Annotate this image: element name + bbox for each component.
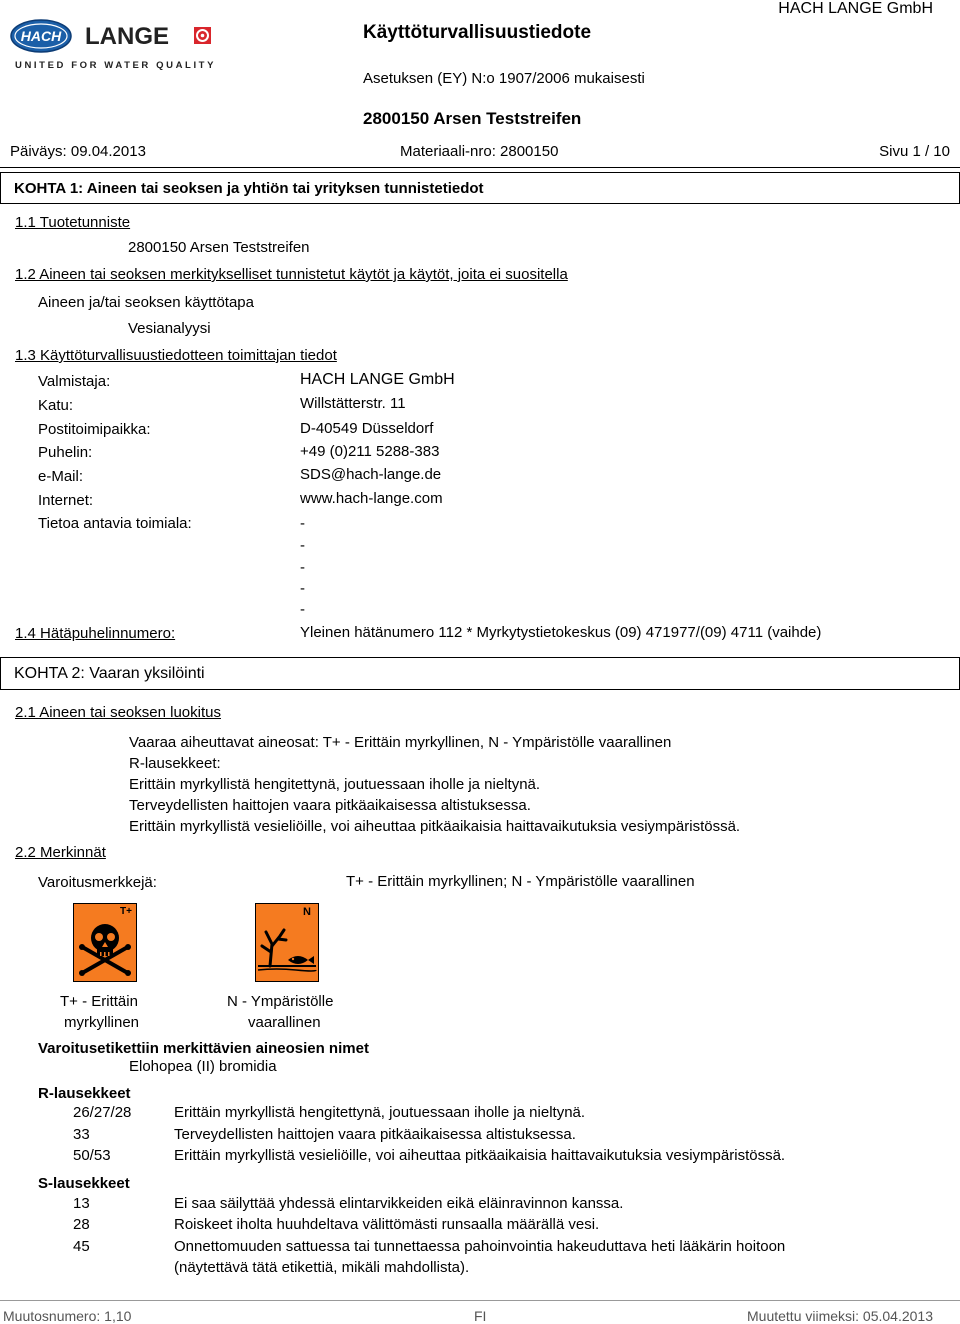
- section1-heading: KOHTA 1: Aineen tai seoksen ja yhtiön tai yrityksen tunnistetiedot: [14, 180, 484, 197]
- s-phrase-text-cont: (näytettävä tätä etikettiä, mikäli mahdollista).: [174, 1259, 470, 1276]
- skull-crossbones-icon: [74, 904, 136, 981]
- section2-heading-box: [0, 657, 960, 690]
- s21-line: Erittäin myrkyllistä hengitettynä, joutuessaan iholle ja nieltynä.: [129, 776, 541, 793]
- s-phrase-code: 13: [73, 1195, 90, 1212]
- info-value: -: [300, 580, 305, 597]
- r-phrase-text: Erittäin myrkyllistä vesieliöille, voi aiheuttaa pitkäaikaisia haittavaikutuksia vesiympäristössä.: [174, 1147, 786, 1164]
- s-phrase-text: Onnettomuuden sattuessa tai tunnettaessa pahoinvointia hakeuduttava heti lääkärin hoitoon: [174, 1238, 786, 1255]
- hazard-caption: vaarallinen: [248, 1014, 321, 1031]
- page-number: Sivu 1 / 10: [879, 143, 950, 160]
- section1-heading-box: [0, 172, 960, 204]
- info-value: -: [300, 601, 305, 618]
- hazard-symbol-environment: [255, 903, 319, 982]
- supplier-email[interactable]: SDS@hach-lange.de: [300, 466, 442, 483]
- r-phrase-code: 26/27/28: [73, 1104, 132, 1121]
- footer-modified: Muutettu viimeksi: 05.04.2013: [747, 1308, 933, 1324]
- s21-line: R-lausekkeet:: [129, 755, 221, 772]
- dead-tree-fish-icon: [256, 904, 318, 981]
- supplier-label: Internet:: [38, 492, 94, 509]
- supplier-website[interactable]: www.hach-lange.com: [300, 490, 443, 507]
- s14-value: Yleinen hätänumero 112 * Myrkytystietokeskus (09) 471977/(09) 4711 (vaihde): [300, 624, 822, 641]
- label-names-title: Varoitusetikettiin merkittävien aineosien nimet: [38, 1040, 369, 1057]
- s21-line: Erittäin myrkyllistä vesieliöille, voi aiheuttaa pitkäaikaisia haittavaikutuksia vesiympäristössä.: [129, 818, 741, 835]
- supplier-value: HACH LANGE GmbH: [300, 371, 455, 388]
- info-label: Tietoa antavia toimiala:: [38, 515, 192, 532]
- logo-hach-text: HACH: [20, 28, 62, 44]
- s-phrase-text: Ei saa säilyttää yhdessä elintarvikkeiden eikä eläinravinnon kanssa.: [174, 1195, 624, 1212]
- hazard-caption: myrkyllinen: [64, 1014, 140, 1031]
- s22-title: 2.2 Merkinnät: [15, 844, 106, 861]
- document-date: Päiväys: 09.04.2013: [10, 143, 146, 160]
- regulation-text: Asetuksen (EY) N:o 1907/2006 mukaisesti: [363, 70, 645, 87]
- product-title: 2800150 Arsen Teststreifen: [363, 109, 582, 128]
- r-phrase-text: Terveydellisten haittojen vaara pitkäaikaisessa altistuksessa.: [174, 1126, 576, 1143]
- material-number: Materiaali-nro: 2800150: [400, 143, 559, 160]
- hazard-code: T+: [120, 906, 132, 917]
- logo-lange-text: LANGE: [85, 23, 169, 50]
- info-value: -: [300, 515, 305, 532]
- footer-divider: [0, 1300, 960, 1301]
- supplier-value: D-40549 Düsseldorf: [300, 420, 434, 437]
- section2-heading: KOHTA 2: Vaaran yksilöinti: [14, 665, 205, 682]
- supplier-label: Puhelin:: [38, 444, 93, 461]
- s-phrases-title: S-lausekkeet: [38, 1175, 130, 1192]
- s12-subtitle: Aineen ja/tai seoksen käyttötapa: [38, 294, 254, 311]
- supplier-label: Postitoimipaikka:: [38, 421, 151, 438]
- info-value: -: [300, 559, 305, 576]
- s11-title: 1.1 Tuotetunniste: [15, 214, 131, 231]
- s13-title: 1.3 Käyttöturvallisuustiedotteen toimittajan tiedot: [15, 347, 337, 364]
- info-value: -: [300, 537, 305, 554]
- header-company: HACH LANGE GmbH: [778, 0, 933, 17]
- document-title: Käyttöturvallisuustiedote: [363, 22, 592, 43]
- hazard-caption: T+ - Erittäin: [60, 993, 138, 1010]
- hazard-caption: N - Ympäristölle: [227, 993, 334, 1010]
- supplier-value: +49 (0)211 5288-383: [300, 443, 440, 460]
- hazard-symbol-toxic: [73, 903, 137, 982]
- s-phrase-code: 45: [73, 1238, 90, 1255]
- footer-revision: Muutosnumero: 1,10: [3, 1308, 132, 1324]
- s21-line: Vaaraa aiheuttavat aineosat: T+ - Erittäin myrkyllinen, N - Ympäristölle vaarallinen: [129, 734, 672, 751]
- header-divider: [0, 167, 960, 168]
- logo-tagline: UNITED FOR WATER QUALITY: [15, 60, 217, 71]
- s12-value: Vesianalyysi: [128, 320, 211, 337]
- supplier-value: Willstätterstr. 11: [300, 395, 406, 412]
- s21-line: Terveydellisten haittojen vaara pitkäaikaisessa altistuksessa.: [129, 797, 531, 814]
- s14-title: 1.4 Hätäpuhelinnumero:: [15, 625, 176, 642]
- hach-lange-logo: [10, 18, 220, 72]
- footer-language: FI: [474, 1308, 487, 1324]
- s-phrase-text: Roiskeet iholta huuhdeltava välittömästi runsaalla määrällä vesi.: [174, 1216, 600, 1233]
- s-phrase-code: 28: [73, 1216, 90, 1233]
- r-phrase-code: 33: [73, 1126, 90, 1143]
- s12-title: 1.2 Aineen tai seoksen merkitykselliset tunnistetut käytöt ja käytöt, joita ei suositella: [15, 266, 568, 283]
- supplier-label: Katu:: [38, 397, 74, 414]
- r-phrase-code: 50/53: [73, 1147, 111, 1164]
- supplier-label: e-Mail:: [38, 468, 84, 485]
- r-phrases-title: R-lausekkeet: [38, 1085, 131, 1102]
- supplier-label: Valmistaja:: [38, 373, 111, 390]
- r-phrase-text: Erittäin myrkyllistä hengitettynä, joutuessaan iholle ja nieltynä.: [174, 1104, 586, 1121]
- hazard-code: N: [303, 906, 311, 918]
- warning-label: Varoitusmerkkejä:: [38, 874, 157, 891]
- s11-value: 2800150 Arsen Teststreifen: [128, 239, 310, 256]
- s21-title: 2.1 Aineen tai seoksen luokitus: [15, 704, 221, 721]
- label-names-value: Elohopea (II) bromidia: [129, 1058, 277, 1075]
- warning-value: T+ - Erittäin myrkyllinen; N - Ympäristölle vaarallinen: [346, 873, 695, 890]
